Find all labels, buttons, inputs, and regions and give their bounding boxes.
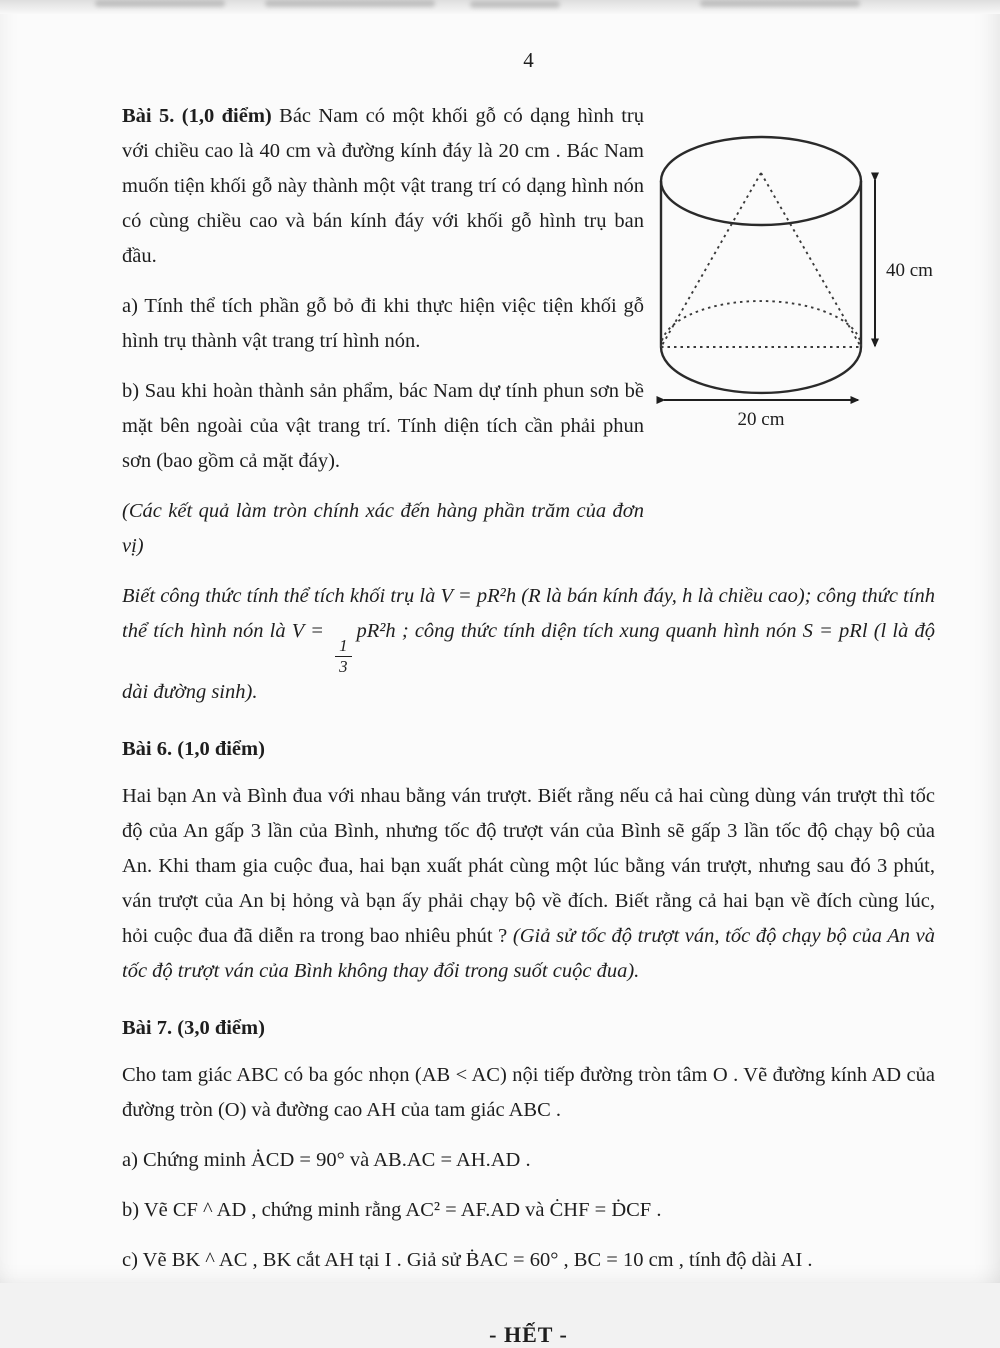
problem-7-section <box>122 1011 935 1278</box>
cylinder-cone-svg <box>648 130 948 432</box>
fraction-numerator: 1 <box>335 637 351 657</box>
cylinder-top-ellipse <box>661 137 861 225</box>
diameter-arrow <box>664 400 858 430</box>
cone-right-slant <box>761 173 861 347</box>
page-number: 4 <box>523 48 534 72</box>
problem-6-assumption-note: (Giả sử tốc độ trượt ván, tốc độ chạy bộ của An và tốc độ trượt ván của Bình không thay đổi trong suốt cuộc đua). <box>122 925 935 983</box>
end-marker: - HẾT - <box>489 1322 568 1348</box>
problem-6-body-text: Hai bạn An và Bình đua với nhau bằng ván trượt. Biết rằng nếu cả hai cùng dùng ván trượt thì tốc độ của An gấp 3 lần của Bình, nhưng tốc độ trượt ván của Bình sẽ gấp 3 lần tốc độ chạy bộ của An. Khi tham gia cuộc đua, hai bạn xuất phát cùng một lúc bằng ván trượt, nhưng sau đó 3 phút, ván trượt của An bị hỏng và bạn ấy phải chạy bộ về đích. Biết rằng cả hai bạn về đích cùng lúc, hỏi cuộc đua đã diễn ra trong bao nhiêu phút ? <box>122 785 935 948</box>
formula-note <box>122 579 935 710</box>
problem-6-title: Bài 6. (1,0 điểm) <box>122 738 265 761</box>
problem-7-part-c: c) Vẽ BK ^ AC , BK cắt AH tại I . Giả sử ḂAC = 60° , BC = 10 cm , tính độ dài AI . <box>122 1249 813 1272</box>
cone-dashed-lines <box>661 173 861 347</box>
height-arrow <box>875 180 933 346</box>
cylinder-outline <box>661 137 861 393</box>
formula-segment-1: Biết công thức tính thể tích khối trụ là V = pR²h (R là bán kính đáy, h là chiều cao); công thức tính thể tích hình nón là V = <box>122 585 935 642</box>
problem-5-title: Bài 5. (1,0 điểm) <box>122 105 272 127</box>
diameter-label: 20 cm <box>737 409 785 430</box>
problem-5-rounding-note: (Các kết quả làm tròn chính xác đến hàng phần trăm của đơn vị) <box>122 500 644 557</box>
fraction-denominator: 3 <box>339 656 348 676</box>
problem-5-intro-text: Bác Nam có một khối gỗ có dạng hình trụ với chiều cao là 40 cm và đường kính đáy là 20 cm . Bác Nam muốn tiện khối gỗ này thành một vật trang trí có dạng hình nón có cùng chiều cao và bán kính đáy với khối gỗ hình trụ ban đầu. <box>122 105 645 267</box>
problem-5-part-b: b) Sau khi hoàn thành sản phẩm, bác Nam dự tính phun sơn bề mặt bên ngoài của vật trang trí. Tính diện tích cần phải phun sơn (bao gồm cả mặt đáy). <box>122 380 644 472</box>
cone-base-rear-arc <box>661 301 861 347</box>
height-label: 40 cm <box>886 260 933 281</box>
problem-5-intro <box>122 99 644 274</box>
problem-7-intro: Cho tam giác ABC có ba góc nhọn (AB < AC) nội tiếp đường tròn tâm O . Vẽ đường kính AD của đường tròn (O) và đường cao AH của tam giác ABC . <box>122 1064 935 1122</box>
problem-7-part-b: b) Vẽ CF ^ AD , chứng minh rằng AC² = AF.AD và ĊHF = ḊCF . <box>122 1199 662 1222</box>
problem-5-part-a: a) Tính thể tích phần gỗ bỏ đi khi thực hiện việc tiện khối gỗ hình trụ thành vật trang trí hình nón. <box>122 295 644 352</box>
cylinder-bottom-front-arc <box>661 347 861 393</box>
formula-segment-2: pR²h ; công thức tính diện tích xung quanh hình nón S = pRl (l là độ dài đường sinh). <box>122 620 935 704</box>
cylinder-cone-diagram <box>648 130 948 432</box>
problem-7-title: Bài 7. (3,0 điểm) <box>122 1017 265 1040</box>
cone-left-slant <box>661 173 761 347</box>
problem-6-section <box>122 732 935 989</box>
problem-6-body <box>122 779 935 989</box>
fraction-one-third <box>335 637 351 675</box>
problem-7-part-a: a) Chứng minh ȦCD = 90° và AB.AC = AH.AD . <box>122 1149 531 1172</box>
